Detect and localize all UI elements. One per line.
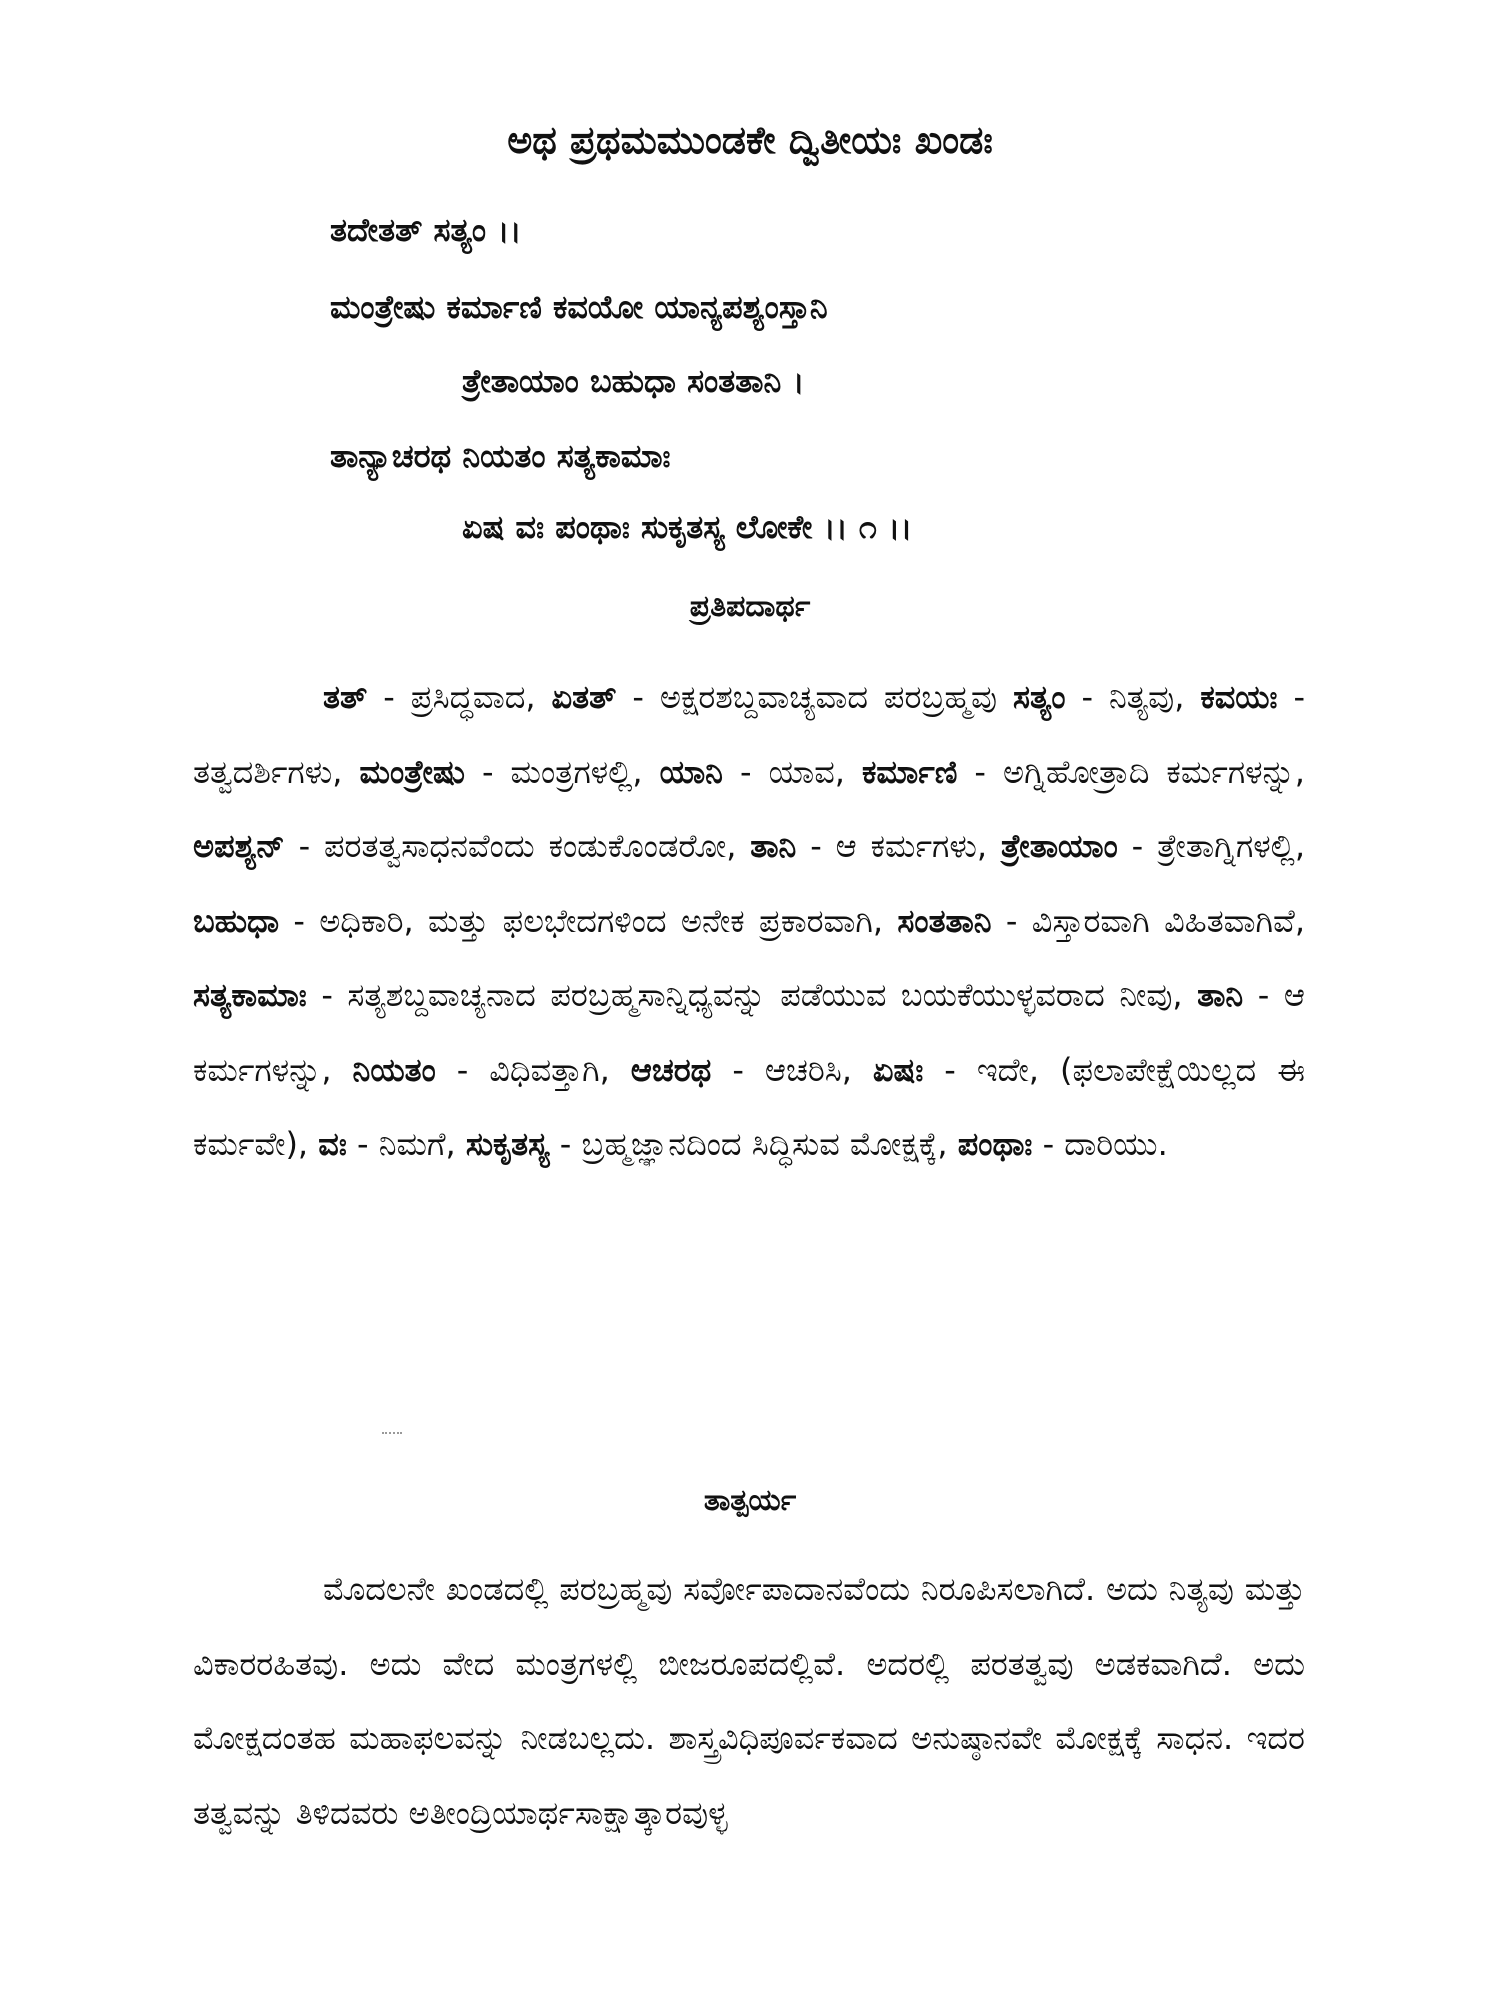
- tatparya-paragraph: [193, 1552, 1305, 1850]
- term: ಕರ್ಮಾಣಿ: [861, 752, 958, 791]
- meaning: - ನಿತ್ಯವು,: [1065, 678, 1201, 716]
- meaning: - ಆ ಕರ್ಮಗಳು,: [796, 827, 1001, 865]
- term: ತಾನಿ: [1197, 976, 1244, 1014]
- chapter-heading: ಅಥ ಪ್ರಥಮಮುಂಡಕೇ ದ್ವಿತೀಯಃ ಖಂಡಃ: [507, 118, 993, 162]
- term: ವಃ: [318, 1125, 347, 1163]
- term: ಆಚರಥ: [630, 1050, 712, 1089]
- verse-line-1: ತದೇತತ್ ಸತ್ಯಂ ।।: [330, 211, 522, 249]
- tatparya-text: ಮೊದಲನೇ ಖಂಡದಲ್ಲಿ ಪರಬ್ರಹ್ಮವು ಸರ್ವೋಪಾದಾನವೆಂದು ನಿರೂಪಿಸಲಾಗಿದೆ. ಅದು ನಿತ್ಯವು ಮತ್ತು ವಿಕಾರರಹಿತವು. ಅದು ವೇದ ಮಂತ್ರಗಳಲ್ಲಿ ಬೀಜರೂಪದಲ್ಲಿವೆ. ಅದರಲ್ಲಿ ಪರತತ್ವವು ಅಡಕವಾಗಿದೆ. ಅದು ಮೋಕ್ಷದಂತಹ ಮಹಾಫಲವನ್ನು ನೀಡಬಲ್ಲದು. ಶಾಸ್ತ್ರವಿಧಿಪೂರ್ವಕವಾದ ಅನುಷ್ಠಾನವೇ ಮೋಕ್ಷಕ್ಕೆ ಸಾಧನ. ಇದರ ತತ್ವವನ್ನು ತಿಳಿದವರು ಅತೀಂದ್ರಿಯಾರ್ಥಸಾಕ್ಷಾತ್ಕಾರವುಳ್ಳ: [193, 1570, 1305, 1832]
- meaning: - ಯಾವ,: [722, 752, 862, 791]
- meaning: - ತ್ರೇತಾಗ್ನಿಗಳಲ್ಲಿ,: [1117, 827, 1305, 865]
- pratipadartha-paragraph: [193, 660, 1305, 1182]
- meaning: - ವಿಧಿವತ್ತಾಗಿ,: [435, 1050, 631, 1089]
- term: ಅಪಶ್ಯನ್: [193, 827, 285, 865]
- meaning: - ಬ್ರಹ್ಮಜ್ಞಾನದಿಂದ ಸಿದ್ಧಿಸುವ ಮೋಕ್ಷಕ್ಕೆ,: [549, 1125, 958, 1163]
- meaning: - ಮಂತ್ರಗಳಲ್ಲಿ,: [464, 752, 660, 791]
- verse-line-2: ಮಂತ್ರೇಷು ಕರ್ಮಾಣಿ ಕವಯೋ ಯಾನ್ಯಪಶ್ಯಂಸ್ತಾನಿ: [330, 288, 828, 326]
- verse-line-4: ತಾನ್ಯಾಚರಥ ನಿಯತಂ ಸತ್ಯಕಾಮಾಃ: [330, 437, 671, 475]
- meaning: - ಅಧಿಕಾರಿ, ಮತ್ತು ಫಲಭೇದಗಳಿಂದ ಅನೇಕ ಪ್ರಕಾರವಾಗಿ,: [278, 901, 898, 940]
- meaning: - ಆಚರಿಸಿ,: [711, 1050, 873, 1089]
- term: ತಾನಿ: [750, 827, 797, 865]
- meaning: - ದಾರಿಯು.: [1032, 1125, 1168, 1163]
- term: ತ್ರೇತಾಯಾಂ: [1000, 827, 1118, 865]
- term: ಯಾನಿ: [659, 752, 723, 791]
- term: ಏಷಃ: [872, 1050, 924, 1089]
- pratipadartha-title: ಪ್ರತಿಪದಾರ್ಥ: [689, 589, 811, 624]
- term: ಸಂತತಾನಿ: [897, 901, 992, 940]
- verse-line-5: ಏಷ ವಃ ಪಂಥಾಃ ಸುಕೃತಸ್ಯ ಲೋಕೇ ।। ೧ ।।: [462, 508, 913, 546]
- meaning: - ಇದೇ, (ಫಲಾಪೇಕ್ಷೆಯಿಲ್ಲದ ಈ ಕರ್ಮವೇ),: [193, 1050, 1305, 1163]
- meaning: - ಪರತತ್ವಸಾಧನವೆಂದು ಕಂಡುಕೊಂಡರೋ,: [284, 827, 751, 865]
- term: ನಿಯತಂ: [352, 1050, 436, 1089]
- term: ಸತ್ಯಂ: [1013, 678, 1066, 716]
- meaning: - ನಿಮಗೆ,: [346, 1125, 466, 1163]
- meaning: - ಆ ಕರ್ಮಗಳನ್ನು,: [193, 976, 1305, 1089]
- verse-line-3: ತ್ರೇತಾಯಾಂ ಬಹುಧಾ ಸಂತತಾನಿ ।: [462, 362, 805, 400]
- meaning: - ಸತ್ಯಶಬ್ದವಾಚ್ಯನಾದ ಪರಬ್ರಹ್ಮಸಾನ್ನಿಧ್ಯವನ್ನು ಪಡೆಯುವ ಬಯಕೆಯುಳ್ಳವರಾದ ನೀವು,: [306, 976, 1198, 1014]
- term: ಕವಯಃ: [1200, 678, 1278, 716]
- print-mark: [382, 1432, 402, 1438]
- term: ಮಂತ್ರೇಷು: [359, 752, 465, 791]
- meaning: - ತತ್ವದರ್ಶಿಗಳು,: [193, 678, 1306, 791]
- meaning: - ಅಗ್ನಿಹೋತ್ರಾದಿ ಕರ್ಮಗಳನ್ನು,: [957, 752, 1305, 791]
- term: ಸತ್ಯಕಾಮಾಃ: [193, 976, 307, 1014]
- meaning: - ಪ್ರಸಿದ್ಧವಾದ,: [367, 678, 552, 716]
- tatparya-title: ತಾತ್ಪರ್ಯ: [703, 1483, 797, 1518]
- term: ತತ್: [323, 678, 368, 716]
- meaning: - ಅಕ್ಷರಶಬ್ದವಾಚ್ಯವಾದ ಪರಬ್ರಹ್ಮವು: [616, 678, 1013, 716]
- term: ಸುಕೃತಸ್ಯ: [465, 1125, 550, 1163]
- term: ಏತತ್: [551, 678, 617, 716]
- term: ಬಹುಧಾ: [193, 901, 279, 940]
- term: ಪಂಥಾಃ: [957, 1125, 1033, 1163]
- meaning: - ವಿಸ್ತಾರವಾಗಿ ವಿಹಿತವಾಗಿವೆ,: [991, 901, 1305, 940]
